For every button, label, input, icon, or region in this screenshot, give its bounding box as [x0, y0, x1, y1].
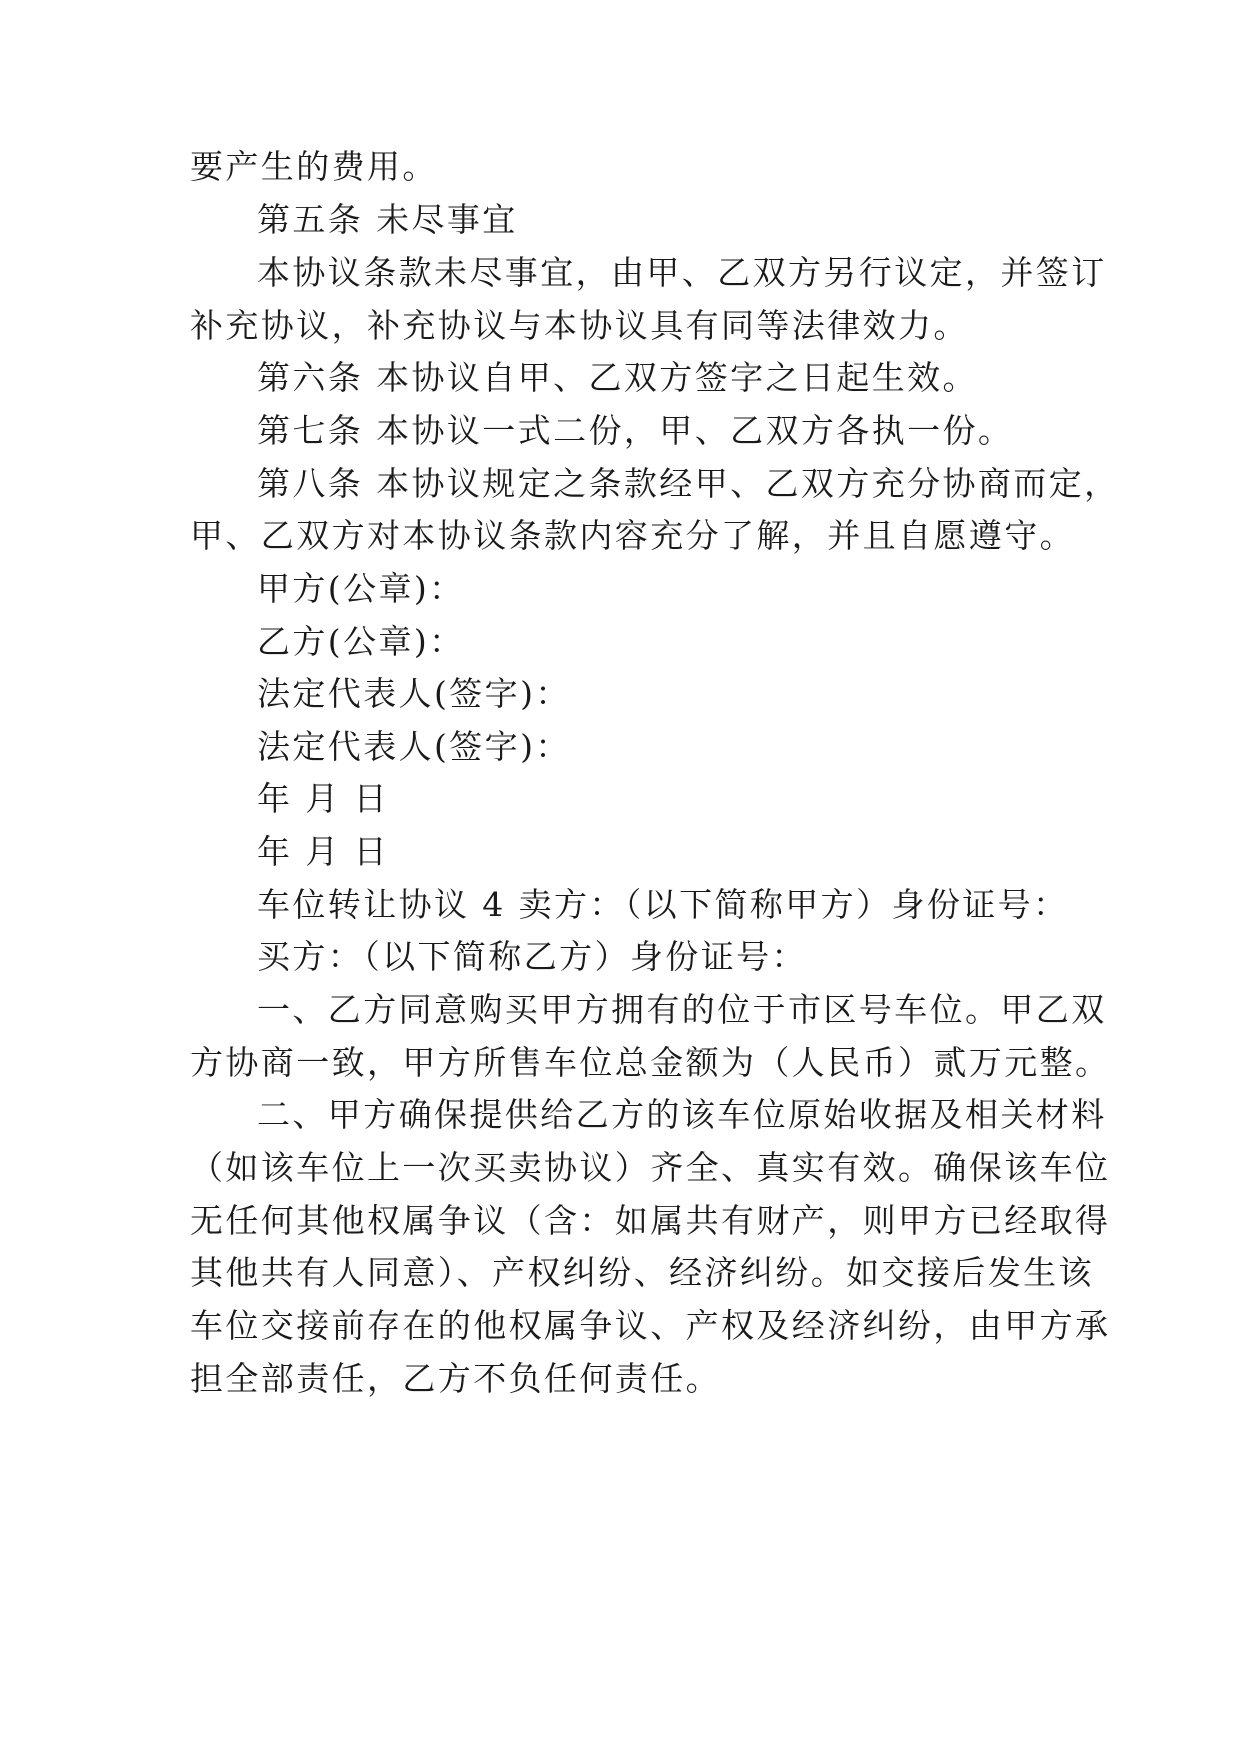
text-line: 其他共有人同意）、产权纠纷、经济纠纷。如交接后发生该 — [190, 1253, 1094, 1292]
text-line: 方协商一致，甲方所售车位总金额为（人民币）贰万元整。 — [190, 1043, 1111, 1082]
text-line: 二、甲方确保提供给乙方的该车位原始收据及相关材料 — [257, 1095, 1107, 1134]
text-line: 本协议条款未尽事宜，由甲、乙双方另行议定，并签订 — [257, 253, 1107, 292]
text-line: （如该车位上一次买卖协议）齐全、真实有效。确保该车位 — [190, 1148, 1111, 1187]
signature-field-party-b: 乙方(公章)： — [257, 622, 465, 661]
signature-field-representative: 法定代表人(签字)： — [257, 727, 571, 766]
section-heading: 第六条 本协议自甲、乙双方签字之日起生效。 — [257, 358, 978, 397]
section-heading: 第五条 未尽事宜 — [257, 200, 518, 239]
text-line: 一、乙方同意购买甲方拥有的位于市区号车位。甲乙双 — [257, 990, 1107, 1029]
text-line: 无任何其他权属争议（含：如属共有财产，则甲方已经取得 — [190, 1201, 1111, 1240]
text-line: 补充协议，补充协议与本协议具有同等法律效力。 — [190, 306, 969, 345]
text-line: 车位转让协议 4 卖方：（以下简称甲方）身份证号： — [257, 885, 1069, 924]
text-line: 车位交接前存在的他权属争议、产权及经济纠纷，由甲方承 — [190, 1306, 1111, 1345]
date-field: 年 月 日 — [257, 779, 389, 818]
text-line: 买方：（以下简称乙方）身份证号： — [257, 937, 807, 976]
section-heading: 第七条 本协议一式二份，甲、乙双方各执一份。 — [257, 411, 1014, 450]
signature-field-party-a: 甲方(公章)： — [257, 569, 465, 608]
text-line: 担全部责任，乙方不负任何责任。 — [190, 1359, 721, 1398]
signature-field-representative: 法定代表人(签字)： — [257, 674, 571, 713]
text-line: 甲、乙双方对本协议条款内容充分了解，并且自愿遵守。 — [190, 516, 1075, 555]
section-heading: 第八条 本协议规定之条款经甲、乙双方充分协商而定， — [257, 464, 1120, 503]
date-field: 年 月 日 — [257, 832, 389, 871]
text-line: 要产生的费用。 — [190, 147, 438, 186]
